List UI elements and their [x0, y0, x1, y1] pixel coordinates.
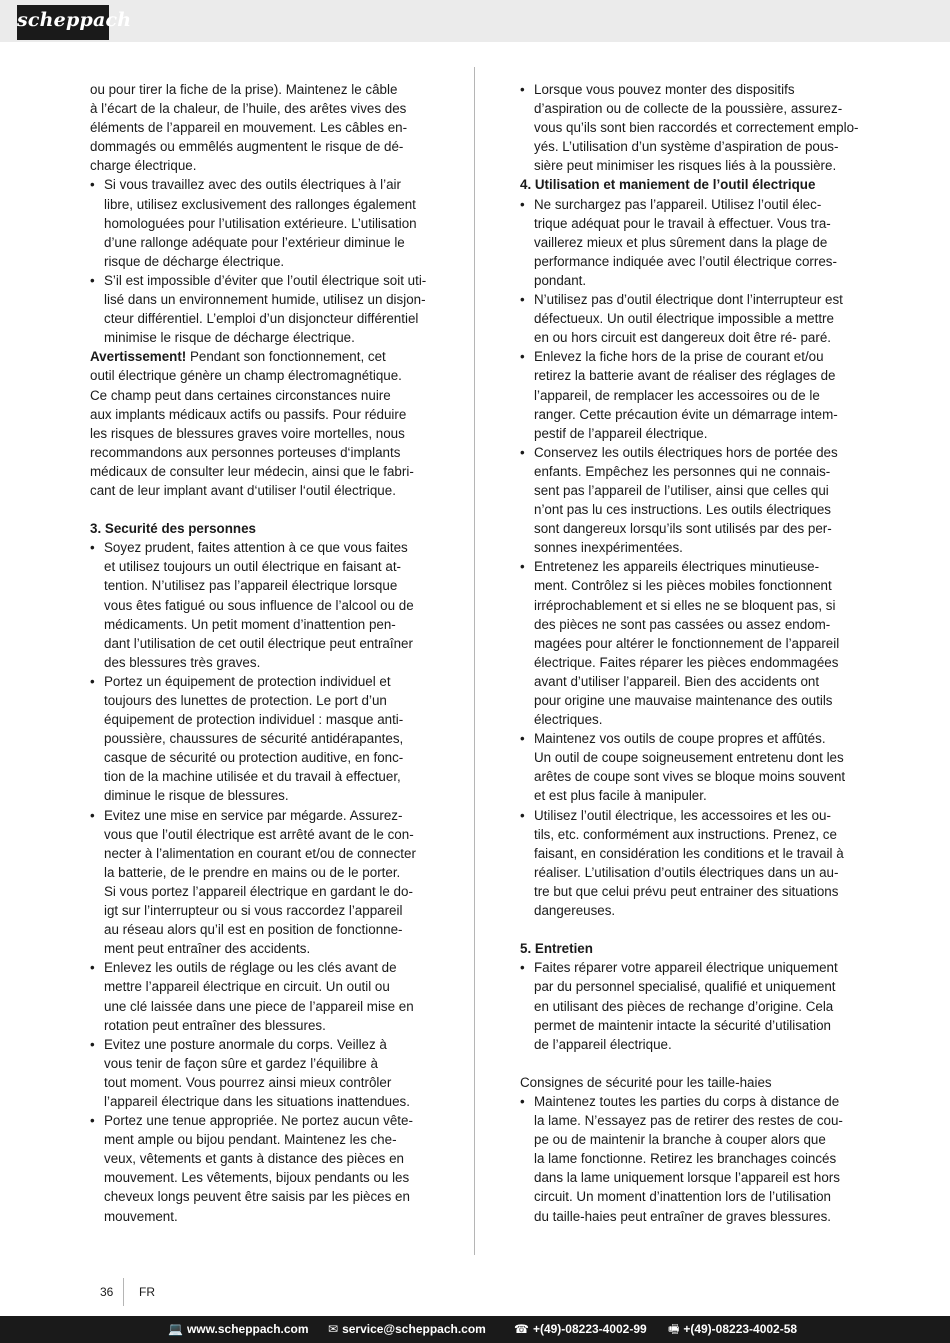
text-line: Si vous portez l’appareil électrique en gardant le do-	[104, 883, 413, 899]
text-line: avant d’utiliser l’appareil. Bien des accidents ont	[534, 673, 820, 689]
fax-icon: 🖷	[668, 1322, 680, 1336]
bullet-item	[520, 290, 865, 347]
text-line: dommagés ou emmêlés augmentent le risque de dé-	[90, 139, 404, 155]
bullet-item	[90, 175, 435, 270]
text-line: des pièces ne sont pas cassées ou assez endom-	[534, 616, 831, 632]
website-text: www.scheppach.com	[186, 1322, 309, 1336]
text-line: • Enlevez la fiche hors de la prise de courant et/ou	[534, 349, 824, 365]
section-heading: 4. Utilisation et maniement de l’outil électrique	[520, 177, 816, 193]
bullet-item	[520, 958, 865, 1053]
bullet-item	[520, 443, 865, 558]
text-line: pour origine une mauvaise maintenance des outils	[534, 693, 833, 708]
text-line: • Evitez une mise en service par mégarde. Assurez-	[104, 807, 403, 823]
text-line: à l’écart de la chaleur, de l’huile, des arêtes vives des	[90, 101, 407, 117]
text-line: faisant, en considération les conditions et le travail à	[534, 845, 844, 861]
bullet-item	[90, 1111, 435, 1226]
text-line: vaillerez mieux et plus sûrement dans la plage de	[534, 234, 828, 250]
text-line: Ce champ peut dans certaines circonstances nuire	[90, 387, 391, 403]
contact-website[interactable]	[168, 1322, 309, 1337]
text-line: des blessures très graves.	[104, 654, 261, 670]
left-text-column	[90, 80, 435, 1226]
text-line: dans la lame uniquement lorsque l’appareil est hors	[534, 1170, 840, 1186]
text-line: mettre l’appareil électrique en circuit. Un outil ou	[104, 979, 390, 995]
text-line: en ou hors circuit est dangereux doit être ré- paré.	[534, 330, 831, 346]
text-line: une clé laissée dans une piece de l’appareil mise en	[104, 998, 414, 1014]
text-line: irréprochablement et si elles ne se bloquent pas, si	[534, 597, 836, 613]
fax-text: +(49)-08223-4002-58	[683, 1322, 798, 1336]
text-line: ou pour tirer la fiche de la prise). Maintenez le câble	[90, 82, 398, 97]
text-line: lisé dans un environnement humide, utilisez un disjon-	[104, 292, 426, 308]
text-line: par du personnel specialisé, qualifié et uniquement	[534, 979, 836, 995]
text-line: mouvement. Les vêtements, bijoux pendants ou les	[104, 1170, 410, 1186]
text-line: électrique. Faites réparer les pièces endommagées	[534, 654, 839, 670]
text-line: pondant.	[534, 272, 587, 288]
text-line: la batterie, de le prendre en mains ou de le porter.	[104, 864, 401, 880]
text-line: outil électrique génère un champ électromagnétique.	[90, 368, 402, 384]
text-line: yés. L’utilisation d’un système d’aspiration de pous-	[534, 139, 839, 155]
bullet-item	[90, 958, 435, 1034]
text-line: sent pas l’appareil de l’utiliser, ainsi que celles qui	[534, 482, 829, 498]
text-line: magées pour altérer le fonctionnement de l’appareil	[534, 635, 840, 651]
bullet-item	[520, 195, 865, 290]
text-line: circuit. Un moment d’inattention lors de l’utilisation	[534, 1189, 831, 1205]
footer-divider	[123, 1278, 124, 1306]
text-line: sonnes inexpérimentées.	[534, 540, 683, 556]
bullet-item	[520, 729, 865, 805]
text-line: tils, etc. conformément aux instructions. Prenez, ce	[534, 826, 837, 842]
header-bar	[0, 0, 950, 42]
text-line: arêtes de coupe sont vives se bloque moins souvent	[534, 769, 846, 785]
text-line: casque de sécurité ou protection auditive, en fonc-	[104, 750, 404, 766]
text-line: • Soyez prudent, faites attention à ce que vous faites	[104, 540, 408, 556]
text-line: et est plus facile à manipuler.	[534, 788, 707, 804]
text-line: ranger. Cette précaution évite un démarrage intem-	[534, 406, 838, 422]
text-line: veux, vêtements et gants à distance des pièces en	[104, 1151, 404, 1167]
text-line: ment ample ou bijou pendant. Maintenez les che-	[104, 1132, 397, 1148]
subsection-title: Consignes de sécurité pour les taille-haies	[520, 1074, 772, 1090]
text-line: • Evitez une posture anormale du corps. Veillez à	[104, 1036, 387, 1052]
text-line: • Lorsque vous pouvez monter des dispositifs	[534, 82, 795, 97]
email-text: service@scheppach.com	[342, 1322, 486, 1336]
brand-logo: scheppach	[17, 5, 109, 40]
text-line: risque de décharge électrique.	[104, 253, 285, 269]
text-line: électriques.	[534, 712, 603, 728]
text-line: ment peut entraîner des accidents.	[104, 941, 311, 957]
text-line: sont dangereux lorsqu’ils sont utilisés par des per-	[534, 521, 832, 537]
text-line: tout moment. Vous pourrez ainsi mieux contrôler	[104, 1074, 392, 1090]
text-fragment: Pendant son fonctionnement, cet	[186, 349, 386, 365]
text-line: cant de leur implant avant d‘utiliser l‘outil électrique.	[90, 482, 396, 498]
text-line: en utilisant des pièces de rechange d’origine. Cela	[534, 998, 834, 1014]
bullet-item	[520, 1092, 865, 1226]
text-line: vous tenir de façon sûre et gardez l’équilibre à	[104, 1055, 378, 1071]
text-line: et utilisez toujours un outil électrique en faisant at-	[104, 559, 401, 575]
text-line: pe ou de maintenir la branche à couper alors que	[534, 1132, 826, 1148]
text-line: • Maintenez vos outils de coupe propres et affûtés.	[534, 731, 826, 747]
bullet-item	[90, 538, 435, 672]
text-line: permet de maintenir intacte la sécurité d’utilisation	[534, 1017, 831, 1033]
text-line: recommandons aux personnes porteuses d‘implants	[90, 444, 401, 460]
text-line: dangereuses.	[534, 903, 616, 919]
text-line: les risques de blessures graves voire mortelles, nous	[90, 425, 405, 441]
contact-fax	[668, 1322, 797, 1337]
contact-email[interactable]	[328, 1322, 486, 1337]
text-line: • Portez une tenue appropriée. Ne portez aucun vête-	[104, 1113, 413, 1129]
text-line: dant l’utilisation de cet outil électrique peut entraîner	[104, 635, 413, 651]
text-line: • Portez un équipement de protection individuel et	[104, 673, 391, 689]
paragraph	[90, 347, 435, 500]
contact-phone[interactable]	[514, 1322, 647, 1337]
text-line: igt sur l’interrupteur ou si vous raccordez l’appareil	[104, 903, 403, 919]
paragraph-gap	[520, 1054, 865, 1073]
text-line: • N’utilisez pas d’outil électrique dont l’interrupteur est	[534, 292, 843, 308]
section-heading: 3. Securité des personnes	[90, 521, 256, 537]
text-line: au réseau alors qu’il est en position de fonctionne-	[104, 922, 403, 938]
text-line: d’aspiration ou de collecte de la poussière, assurez-	[534, 101, 843, 117]
text-line: l’appareil électrique dans les situations inattendues.	[104, 1093, 410, 1109]
text-line: Un outil de coupe soigneusement entretenu dont les	[534, 750, 844, 766]
text-line: enfants. Empêchez les personnes qui ne connais-	[534, 463, 831, 479]
section-heading: 5. Entretien	[520, 941, 593, 957]
mail-icon: ✉	[328, 1322, 339, 1336]
phone-icon: ☎	[514, 1322, 529, 1336]
text-line: minimise le risque de décharge électrique.	[104, 330, 355, 346]
bullet-item	[90, 806, 435, 959]
text-line: charge électrique.	[90, 158, 197, 174]
text-line: la lame fonctionne. Retirez les branchages coincés	[534, 1151, 837, 1167]
text-line: de l’appareil électrique.	[534, 1036, 672, 1052]
text-line: toujours des lunettes de protection. Le port d’un	[104, 693, 387, 708]
text-line: du taille-haies peut entraîner de graves blessures.	[534, 1208, 832, 1224]
text-line: • Maintenez toutes les parties du corps à distance de	[534, 1093, 840, 1109]
text-line: • S’il est impossible d’éviter que l’outil électrique soit uti-	[104, 272, 427, 288]
text-line: pestif de l’appareil électrique.	[534, 425, 708, 441]
text-line: équipement de protection individuel : masque anti-	[104, 712, 404, 728]
text-line: médicaments. Un petit moment d’inattention pen-	[104, 616, 396, 632]
text-line: vous qu’ils sont bien raccordés et correctement emplo-	[534, 120, 859, 136]
column-divider	[474, 67, 475, 1255]
text-line: • Faites réparer votre appareil électrique uniquement	[534, 960, 838, 976]
bullet-item	[520, 80, 865, 175]
text-line: éléments de l’appareil en mouvement. Les câbles en-	[90, 120, 408, 136]
text-line: homologuées pour l’utilisation extérieure. L’utilisation	[104, 215, 417, 231]
text-line: la lame. N’essayez pas de retirer des restes de cou-	[534, 1113, 843, 1129]
text-line: performance indiquée avec l’outil électrique corres-	[534, 253, 837, 269]
text-line	[90, 347, 435, 366]
contact-bar	[0, 1316, 950, 1343]
language-code: FR	[139, 1285, 155, 1299]
bullet-item	[90, 271, 435, 347]
text-line: trique adéquat pour le travail à effectuer. Vous tra-	[534, 215, 831, 231]
bullet-item	[520, 347, 865, 442]
text-line: tention. N’utilisez pas l’appareil électrique lorsque	[104, 578, 398, 594]
monitor-icon: 💻	[168, 1322, 183, 1336]
paragraph-gap	[520, 920, 865, 939]
bullet-item	[90, 1035, 435, 1111]
text-line: mouvement.	[104, 1208, 178, 1224]
text-line: tre but que celui prévu peut entrainer des situations	[534, 883, 839, 899]
text-line: • Si vous travaillez avec des outils électriques à l’air	[104, 177, 401, 193]
text-line: • Ne surchargez pas l’appareil. Utilisez l’outil élec-	[534, 196, 822, 212]
text-line: réaliser. L’utilisation d’outils électriques dans un au-	[534, 864, 839, 880]
text-line: • Conservez les outils électriques hors de portée des	[534, 444, 838, 460]
right-text-column	[520, 80, 865, 1226]
paragraph	[90, 80, 435, 175]
paragraph-gap	[90, 500, 435, 519]
bullet-item	[520, 557, 865, 729]
text-line: tion de la machine utilisée et du travail à effectuer,	[104, 769, 401, 785]
text-line: cteur différentiel. L’emploi d’un disjoncteur différentiel	[104, 311, 419, 327]
text-line: • Entretenez les appareils électriques minutieuse-	[534, 559, 820, 575]
text-line: sière peut minimiser les risques liés à la poussière.	[534, 158, 837, 174]
text-line: l’appareil, de remplacer les accessoires ou de le	[534, 387, 820, 403]
phone-text: +(49)-08223-4002-99	[532, 1322, 647, 1336]
text-line: d’une rallonge adéquate pour l’extérieur diminue le	[104, 234, 405, 250]
text-line: n’ont pas lu ces instructions. Les outils électriques	[534, 502, 831, 518]
warning-label: Avertissement!	[90, 349, 187, 365]
page-number: 36	[100, 1285, 114, 1299]
text-line: ment. Contrôlez si les pièces mobiles fonctionnent	[534, 578, 832, 594]
text-line: aux implants médicaux actifs ou passifs. Pour réduire	[90, 406, 407, 422]
text-line: cheveux longs peuvent être saisis par les pièces en	[104, 1189, 410, 1205]
text-line: poussière, chaussures de sécurité antidérapantes,	[104, 731, 404, 747]
text-line: • Enlevez les outils de réglage ou les clés avant de	[104, 960, 397, 976]
bullet-item	[520, 806, 865, 921]
text-line: diminue le risque de blessures.	[104, 788, 289, 804]
text-line: • Utilisez l’outil électrique, les accessoires et les ou-	[534, 807, 831, 823]
text-line: défectueux. Un outil électrique impossible a mettre	[534, 311, 834, 327]
text-line: rotation peut entraîner des blessures.	[104, 1017, 326, 1033]
text-line: vous que l’outil électrique est arrêté avant de le con-	[104, 826, 414, 842]
text-line: libre, utilisez exclusivement des rallonges également	[104, 196, 416, 212]
bullet-item	[90, 672, 435, 806]
text-line: vous êtes fatigué ou sous influence de l’alcool ou de	[104, 597, 414, 613]
text-line: médicaux de consulter leur médecin, ainsi que le fabri-	[90, 463, 414, 479]
text-line: retirez la batterie avant de réaliser des réglages de	[534, 368, 836, 384]
text-line: necter à l’alimentation en courant et/ou de connecter	[104, 845, 416, 861]
